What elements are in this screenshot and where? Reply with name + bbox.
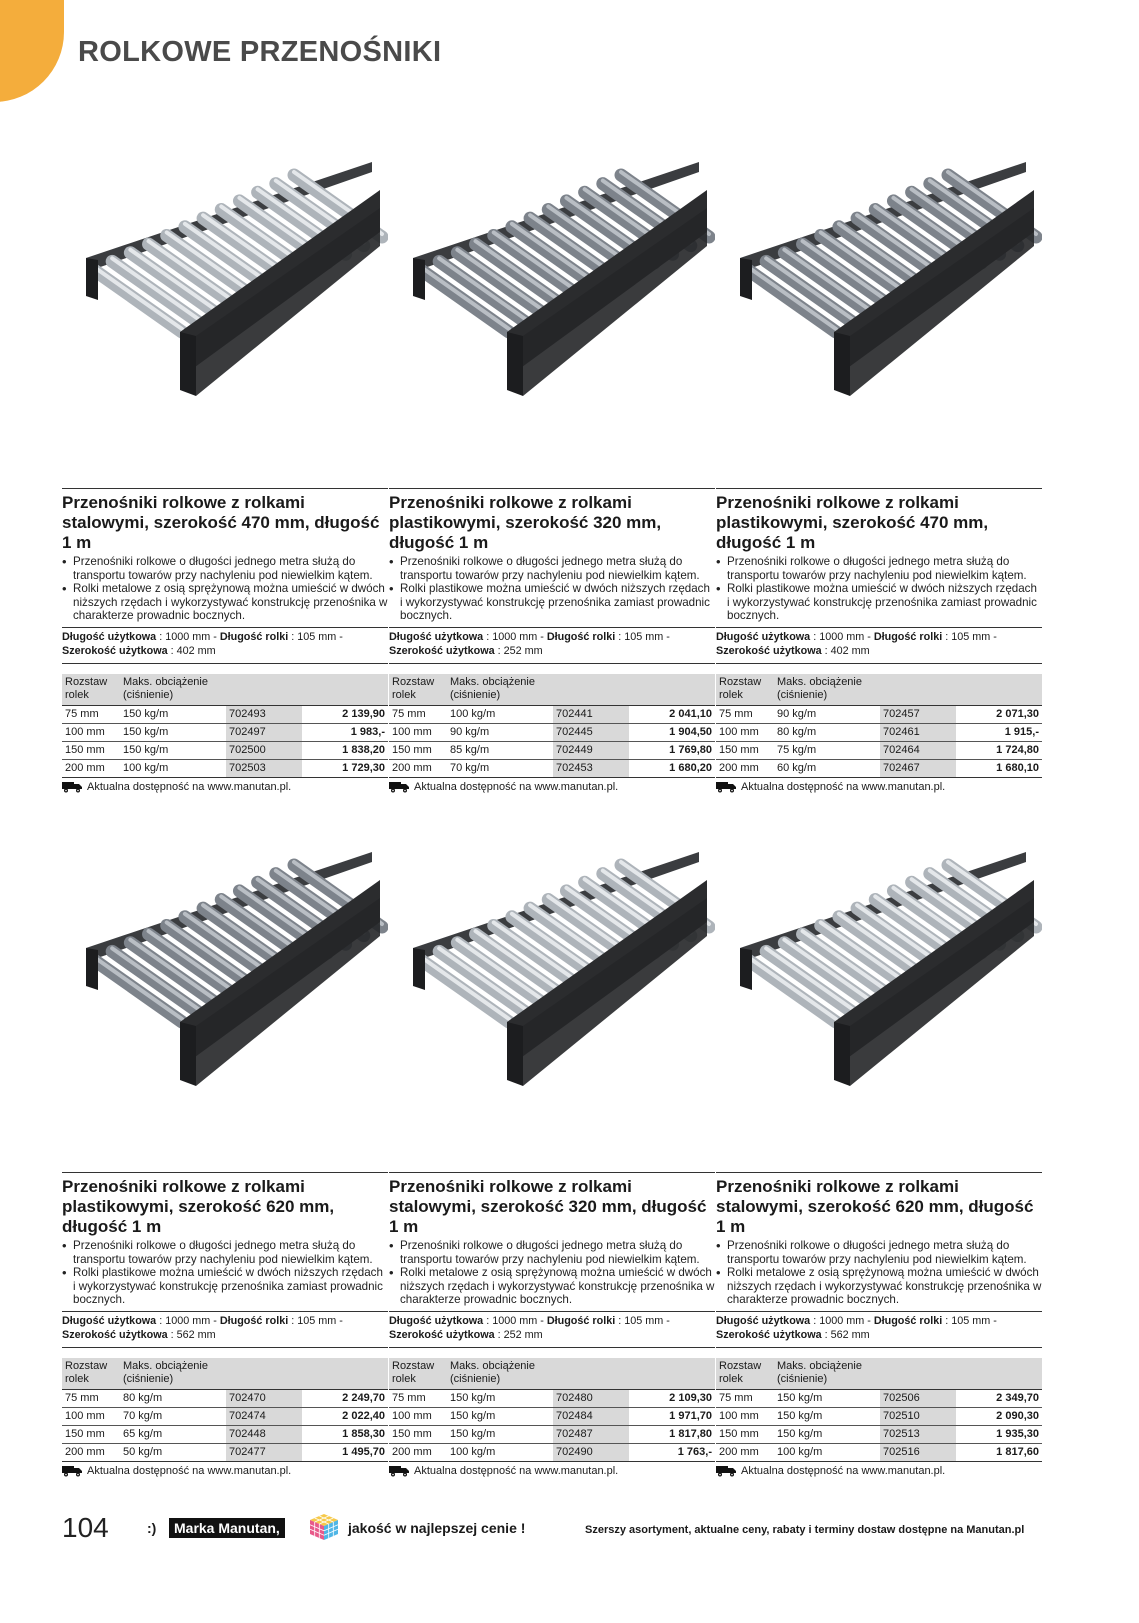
load-cell: 150 kg/m	[447, 1389, 553, 1407]
spacing-cell: 100 mm	[62, 723, 120, 741]
feature-list	[716, 1239, 1042, 1307]
roller-conveyor-image	[716, 150, 1042, 450]
load-header: Maks. obciążenie (ciśnienie)	[120, 1358, 226, 1390]
price-cell: 1 817,60	[956, 1443, 1042, 1461]
price-cell: 1 729,30	[302, 759, 388, 777]
availability-note	[716, 1465, 1042, 1477]
delivery-truck-icon	[62, 1465, 82, 1477]
table-row	[62, 723, 388, 741]
table-row	[62, 1389, 388, 1407]
load-cell: 150 kg/m	[774, 1389, 880, 1407]
price-cell: 2 090,30	[956, 1407, 1042, 1425]
feature-item: • Rolki metalowe z osią sprężynową można umieścić w dwóch niższych rzędach i wykorzystywać konstrukcję przenośnika w charakterze prowadnic bocznych.	[62, 582, 388, 623]
price-cell: 2 349,70	[956, 1389, 1042, 1407]
spec-length-value: : 1000 mm -	[810, 630, 874, 643]
product-photo	[716, 150, 1042, 450]
reference-cell: 702474	[226, 1407, 302, 1425]
spacing-cell: 150 mm	[62, 1425, 120, 1443]
spacing-cell: 200 mm	[389, 759, 447, 777]
delivery-truck-icon	[62, 781, 82, 793]
load-header: Maks. obciążenie (ciśnienie)	[447, 674, 553, 706]
table-header	[62, 674, 388, 706]
feature-item: • Rolki plastikowe można umieścić w dwóch niższych rzędach i wykorzystywać konstrukcję przenośnika zamiast prowadnic bocznych.	[62, 1266, 388, 1307]
spec-width-value: : 252 mm	[494, 644, 543, 657]
product-photo	[62, 150, 388, 450]
table-row	[716, 741, 1042, 759]
reference-cell: 702453	[553, 759, 629, 777]
load-cell: 100 kg/m	[774, 1443, 880, 1461]
price-cell: 1 858,30	[302, 1425, 388, 1443]
spec-width-label: Szerokość użytkowa	[716, 1328, 822, 1341]
spec-line	[716, 627, 1042, 664]
price-cell: 1 495,70	[302, 1443, 388, 1461]
load-cell: 150 kg/m	[447, 1407, 553, 1425]
spacing-cell: 75 mm	[62, 1389, 120, 1407]
load-cell: 150 kg/m	[447, 1425, 553, 1443]
price-cell: 1 971,70	[629, 1407, 715, 1425]
load-cell: 100 kg/m	[447, 705, 553, 723]
price-cell: 1 935,30	[956, 1425, 1042, 1443]
spacing-cell: 200 mm	[389, 1443, 447, 1461]
product-title: Przenośniki rolkowe z rolkami plastikowymi, szerokość 320 mm, długość 1 m	[389, 493, 662, 552]
price-table	[716, 1358, 1042, 1462]
feature-item: • Przenośniki rolkowe o długości jednego metra służą do transportu towarów przy nachyleniu pod niewielkim kątem.	[389, 555, 715, 582]
ref-header	[880, 674, 956, 706]
feature-item: • Rolki plastikowe można umieścić w dwóch niższych rzędach i wykorzystywać konstrukcję przenośnika zamiast prowadnic bocznych.	[389, 582, 715, 623]
reference-cell: 702493	[226, 705, 302, 723]
table-row	[62, 759, 388, 777]
feature-item: • Przenośniki rolkowe o długości jednego metra służą do transportu towarów przy nachyleniu pod niewielkim kątem.	[62, 555, 388, 582]
spacing-header: Rozstaw rolek	[389, 674, 447, 706]
spec-width-value: : 562 mm	[167, 1328, 216, 1341]
spec-roller-value: : 105 mm -	[615, 1314, 670, 1327]
price-cell: 1 983,-	[302, 723, 388, 741]
spacing-cell: 150 mm	[389, 741, 447, 759]
price-cell: 1 838,20	[302, 741, 388, 759]
product-info	[389, 1172, 715, 1477]
spec-length-label: Długość użytkowa	[389, 630, 484, 643]
title-divider	[716, 1172, 1042, 1173]
price-header	[302, 674, 388, 706]
price-cell: 1 680,10	[956, 759, 1042, 777]
spec-length-label: Długość użytkowa	[389, 1314, 484, 1327]
spacing-cell: 150 mm	[62, 741, 120, 759]
table-row	[716, 1443, 1042, 1461]
table-row	[389, 723, 715, 741]
table-row	[716, 1425, 1042, 1443]
price-table	[62, 1358, 388, 1462]
price-table	[716, 674, 1042, 778]
title-divider	[62, 1172, 388, 1173]
product-title: Przenośniki rolkowe z rolkami plastikowymi, szerokość 470 mm, długość 1 m	[716, 493, 989, 552]
price-cell: 1 904,50	[629, 723, 715, 741]
spacing-cell: 200 mm	[62, 759, 120, 777]
reference-cell: 702445	[553, 723, 629, 741]
load-cell: 80 kg/m	[120, 1389, 226, 1407]
ref-header	[226, 674, 302, 706]
spacing-cell: 75 mm	[389, 705, 447, 723]
load-cell: 70 kg/m	[120, 1407, 226, 1425]
spec-roller-label: Długość rolki	[873, 1314, 943, 1327]
price-cell: 1 915,-	[956, 723, 1042, 741]
load-cell: 150 kg/m	[774, 1407, 880, 1425]
price-table	[389, 674, 715, 778]
price-header	[629, 674, 715, 706]
reference-cell: 702470	[226, 1389, 302, 1407]
availability-text: Aktualna dostępność na www.manutan.pl.	[87, 780, 292, 793]
price-cell: 1 769,80	[629, 741, 715, 759]
spacing-cell: 150 mm	[716, 741, 774, 759]
feature-list	[389, 1239, 715, 1307]
table-header	[716, 674, 1042, 706]
table-header	[389, 674, 715, 706]
feature-list	[716, 555, 1042, 623]
product-photo	[389, 840, 715, 1140]
load-cell: 100 kg/m	[447, 1443, 553, 1461]
spec-width-label: Szerokość użytkowa	[389, 644, 495, 657]
load-cell: 90 kg/m	[447, 723, 553, 741]
title-divider	[389, 488, 715, 489]
availability-note	[716, 781, 1042, 793]
availability-text: Aktualna dostępność na www.manutan.pl.	[741, 780, 946, 793]
table-row	[716, 723, 1042, 741]
price-cell: 2 139,90	[302, 705, 388, 723]
price-cell: 1 763,-	[629, 1443, 715, 1461]
roller-conveyor-image	[716, 840, 1042, 1140]
table-row	[62, 1443, 388, 1461]
spec-line	[62, 627, 388, 664]
roller-conveyor-image	[389, 840, 715, 1140]
spec-length-label: Długość użytkowa	[62, 1314, 157, 1327]
product-photo	[716, 840, 1042, 1140]
availability-note	[389, 1465, 715, 1477]
delivery-truck-icon	[389, 781, 409, 793]
load-cell: 80 kg/m	[774, 723, 880, 741]
slogan: jakość w najlepszej cenie !	[348, 1520, 526, 1536]
price-table	[62, 674, 388, 778]
spec-width-label: Szerokość użytkowa	[716, 644, 822, 657]
delivery-truck-icon	[716, 781, 736, 793]
table-row	[716, 705, 1042, 723]
reference-cell: 702477	[226, 1443, 302, 1461]
product-info	[62, 1172, 388, 1477]
price-cell: 2 109,30	[629, 1389, 715, 1407]
rubik-cube-icon	[308, 1512, 340, 1542]
roller-conveyor-image	[62, 840, 388, 1140]
spacing-cell: 200 mm	[716, 759, 774, 777]
table-row	[389, 705, 715, 723]
roller-conveyor-image	[389, 150, 715, 450]
page-number: 104	[62, 1512, 109, 1543]
load-header: Maks. obciążenie (ciśnienie)	[120, 674, 226, 706]
spacing-header: Rozstaw rolek	[716, 1358, 774, 1390]
table-row	[62, 741, 388, 759]
price-cell: 1 724,80	[956, 741, 1042, 759]
spec-line	[389, 1311, 715, 1348]
product-title: Przenośniki rolkowe z rolkami stalowymi, szerokość 620 mm, długość 1 m	[716, 1177, 1034, 1236]
delivery-truck-icon	[389, 1465, 409, 1477]
availability-text: Aktualna dostępność na www.manutan.pl.	[87, 1464, 292, 1477]
spec-length-value: : 1000 mm -	[810, 1314, 874, 1327]
availability-text: Aktualna dostępność na www.manutan.pl.	[741, 1464, 946, 1477]
availability-note	[62, 1465, 388, 1477]
table-header	[716, 1358, 1042, 1390]
spacing-cell: 200 mm	[62, 1443, 120, 1461]
footer-text: Szerszy asortyment, aktualne ceny, rabaty i terminy dostaw dostępne na Manutan.pl	[585, 1524, 1025, 1536]
table-header	[389, 1358, 715, 1390]
reference-cell: 702467	[880, 759, 956, 777]
spacing-cell: 100 mm	[389, 723, 447, 741]
reference-cell: 702503	[226, 759, 302, 777]
load-cell: 65 kg/m	[120, 1425, 226, 1443]
corner-accent	[0, 0, 64, 102]
reference-cell: 702487	[553, 1425, 629, 1443]
load-header: Maks. obciążenie (ciśnienie)	[447, 1358, 553, 1390]
spec-roller-value: : 105 mm -	[288, 630, 343, 643]
spec-width-label: Szerokość użytkowa	[62, 1328, 168, 1341]
price-cell: 2 071,30	[956, 705, 1042, 723]
spacing-header: Rozstaw rolek	[389, 1358, 447, 1390]
reference-cell: 702510	[880, 1407, 956, 1425]
spacing-cell: 100 mm	[716, 723, 774, 741]
feature-item: • Przenośniki rolkowe o długości jednego metra służą do transportu towarów przy nachyleniu pod niewielkim kątem.	[716, 1239, 1042, 1266]
product-photo	[389, 150, 715, 450]
spec-width-value: : 562 mm	[821, 1328, 870, 1341]
price-header	[302, 1358, 388, 1390]
product-info	[716, 1172, 1042, 1477]
spacing-cell: 100 mm	[716, 1407, 774, 1425]
spacing-header: Rozstaw rolek	[716, 674, 774, 706]
product-info	[62, 488, 388, 793]
load-cell: 75 kg/m	[774, 741, 880, 759]
spec-roller-label: Długość rolki	[546, 1314, 616, 1327]
availability-text: Aktualna dostępność na www.manutan.pl.	[414, 1464, 619, 1477]
spec-length-value: : 1000 mm -	[156, 1314, 220, 1327]
load-cell: 150 kg/m	[774, 1425, 880, 1443]
spec-line	[389, 627, 715, 664]
load-cell: 100 kg/m	[120, 759, 226, 777]
price-cell: 2 041,10	[629, 705, 715, 723]
feature-item: • Przenośniki rolkowe o długości jednego metra służą do transportu towarów przy nachyleniu pod niewielkim kątem.	[62, 1239, 388, 1266]
feature-list	[62, 555, 388, 623]
delivery-truck-icon	[716, 1465, 736, 1477]
load-cell: 150 kg/m	[120, 741, 226, 759]
reference-cell: 702516	[880, 1443, 956, 1461]
load-cell: 50 kg/m	[120, 1443, 226, 1461]
table-row	[716, 1389, 1042, 1407]
load-cell: 70 kg/m	[447, 759, 553, 777]
load-cell: 150 kg/m	[120, 723, 226, 741]
spec-length-label: Długość użytkowa	[716, 630, 811, 643]
spacing-cell: 150 mm	[716, 1425, 774, 1443]
reference-cell: 702448	[226, 1425, 302, 1443]
product-photo	[62, 840, 388, 1140]
ref-header	[880, 1358, 956, 1390]
spec-roller-value: : 105 mm -	[615, 630, 670, 643]
table-row	[716, 1407, 1042, 1425]
feature-item: • Rolki plastikowe można umieścić w dwóch niższych rzędach i wykorzystywać konstrukcję przenośnika zamiast prowadnic bocznych.	[716, 582, 1042, 623]
spacing-header: Rozstaw rolek	[62, 674, 120, 706]
feature-item: • Przenośniki rolkowe o długości jednego metra służą do transportu towarów przy nachyleniu pod niewielkim kątem.	[716, 555, 1042, 582]
spacing-cell: 75 mm	[716, 1389, 774, 1407]
spec-width-label: Szerokość użytkowa	[62, 644, 168, 657]
spec-roller-label: Długość rolki	[546, 630, 616, 643]
load-cell: 85 kg/m	[447, 741, 553, 759]
spec-roller-value: : 105 mm -	[942, 630, 997, 643]
spacing-cell: 75 mm	[62, 705, 120, 723]
table-row	[389, 1407, 715, 1425]
spec-width-label: Szerokość użytkowa	[389, 1328, 495, 1341]
table-row	[62, 1425, 388, 1443]
product-info	[389, 488, 715, 793]
reference-cell: 702490	[553, 1443, 629, 1461]
spec-line	[716, 1311, 1042, 1348]
reference-cell: 702500	[226, 741, 302, 759]
spec-line	[62, 1311, 388, 1348]
product-title: Przenośniki rolkowe z rolkami stalowymi, szerokość 320 mm, długość 1 m	[389, 1177, 707, 1236]
availability-note	[389, 781, 715, 793]
spec-roller-label: Długość rolki	[873, 630, 943, 643]
spacing-header: Rozstaw rolek	[62, 1358, 120, 1390]
reference-cell: 702484	[553, 1407, 629, 1425]
reference-cell: 702441	[553, 705, 629, 723]
table-header	[62, 1358, 388, 1390]
spec-length-value: : 1000 mm -	[483, 1314, 547, 1327]
spacing-cell: 75 mm	[389, 1389, 447, 1407]
roller-conveyor-image	[62, 150, 388, 450]
table-row	[389, 759, 715, 777]
availability-text: Aktualna dostępność na www.manutan.pl.	[414, 780, 619, 793]
spec-length-value: : 1000 mm -	[156, 630, 220, 643]
price-cell: 2 022,40	[302, 1407, 388, 1425]
spec-roller-value: : 105 mm -	[942, 1314, 997, 1327]
table-row	[389, 1443, 715, 1461]
page-title: ROLKOWE PRZENOŚNIKI	[78, 36, 442, 68]
table-row	[716, 759, 1042, 777]
availability-note	[62, 781, 388, 793]
spec-width-value: : 402 mm	[821, 644, 870, 657]
price-header	[956, 1358, 1042, 1390]
feature-list	[389, 555, 715, 623]
feature-item: • Przenośniki rolkowe o długości jednego metra służą do transportu towarów przy nachyleniu pod niewielkim kątem.	[389, 1239, 715, 1266]
load-cell: 60 kg/m	[774, 759, 880, 777]
spec-width-value: : 402 mm	[167, 644, 216, 657]
spec-length-label: Długość użytkowa	[62, 630, 157, 643]
price-cell: 2 249,70	[302, 1389, 388, 1407]
ref-header	[226, 1358, 302, 1390]
feature-list	[62, 1239, 388, 1307]
spec-length-value: : 1000 mm -	[483, 630, 547, 643]
price-header	[956, 674, 1042, 706]
feature-item: • Rolki metalowe z osią sprężynową można umieścić w dwóch niższych rzędach i wykorzystywać konstrukcję przenośnika w charakterze prowadnic bocznych.	[389, 1266, 715, 1307]
spacing-cell: 75 mm	[716, 705, 774, 723]
feature-item: • Rolki metalowe z osią sprężynową można umieścić w dwóch niższych rzędach i wykorzystywać konstrukcję przenośnika w charakterze prowadnic bocznych.	[716, 1266, 1042, 1307]
reference-cell: 702497	[226, 723, 302, 741]
load-header: Maks. obciążenie (ciśnienie)	[774, 674, 880, 706]
ref-header	[553, 1358, 629, 1390]
table-row	[389, 1389, 715, 1407]
spec-length-label: Długość użytkowa	[716, 1314, 811, 1327]
spec-roller-value: : 105 mm -	[288, 1314, 343, 1327]
spec-roller-label: Długość rolki	[219, 630, 289, 643]
product-title: Przenośniki rolkowe z rolkami stalowymi, szerokość 470 mm, długość 1 m	[62, 493, 380, 552]
table-row	[389, 741, 715, 759]
spacing-cell: 100 mm	[62, 1407, 120, 1425]
spacing-cell: 100 mm	[389, 1407, 447, 1425]
price-cell: 1 680,20	[629, 759, 715, 777]
price-header	[629, 1358, 715, 1390]
load-cell: 150 kg/m	[120, 705, 226, 723]
spacing-cell: 150 mm	[389, 1425, 447, 1443]
spec-width-value: : 252 mm	[494, 1328, 543, 1341]
table-row	[389, 1425, 715, 1443]
reference-cell: 702461	[880, 723, 956, 741]
title-divider	[716, 488, 1042, 489]
reference-cell: 702513	[880, 1425, 956, 1443]
price-table	[389, 1358, 715, 1462]
price-cell: 1 817,80	[629, 1425, 715, 1443]
smile-text: :)	[147, 1520, 157, 1536]
brand-badge: Marka Manutan,	[169, 1518, 285, 1538]
reference-cell: 702457	[880, 705, 956, 723]
load-header: Maks. obciążenie (ciśnienie)	[774, 1358, 880, 1390]
table-row	[62, 705, 388, 723]
reference-cell: 702464	[880, 741, 956, 759]
table-row	[62, 1407, 388, 1425]
product-title: Przenośniki rolkowe z rolkami plastikowymi, szerokość 620 mm, długość 1 m	[62, 1177, 335, 1236]
ref-header	[553, 674, 629, 706]
title-divider	[389, 1172, 715, 1173]
page-footer	[0, 1510, 1139, 1550]
spacing-cell: 200 mm	[716, 1443, 774, 1461]
reference-cell: 702449	[553, 741, 629, 759]
reference-cell: 702506	[880, 1389, 956, 1407]
product-info	[716, 488, 1042, 793]
load-cell: 90 kg/m	[774, 705, 880, 723]
spec-roller-label: Długość rolki	[219, 1314, 289, 1327]
reference-cell: 702480	[553, 1389, 629, 1407]
title-divider	[62, 488, 388, 489]
